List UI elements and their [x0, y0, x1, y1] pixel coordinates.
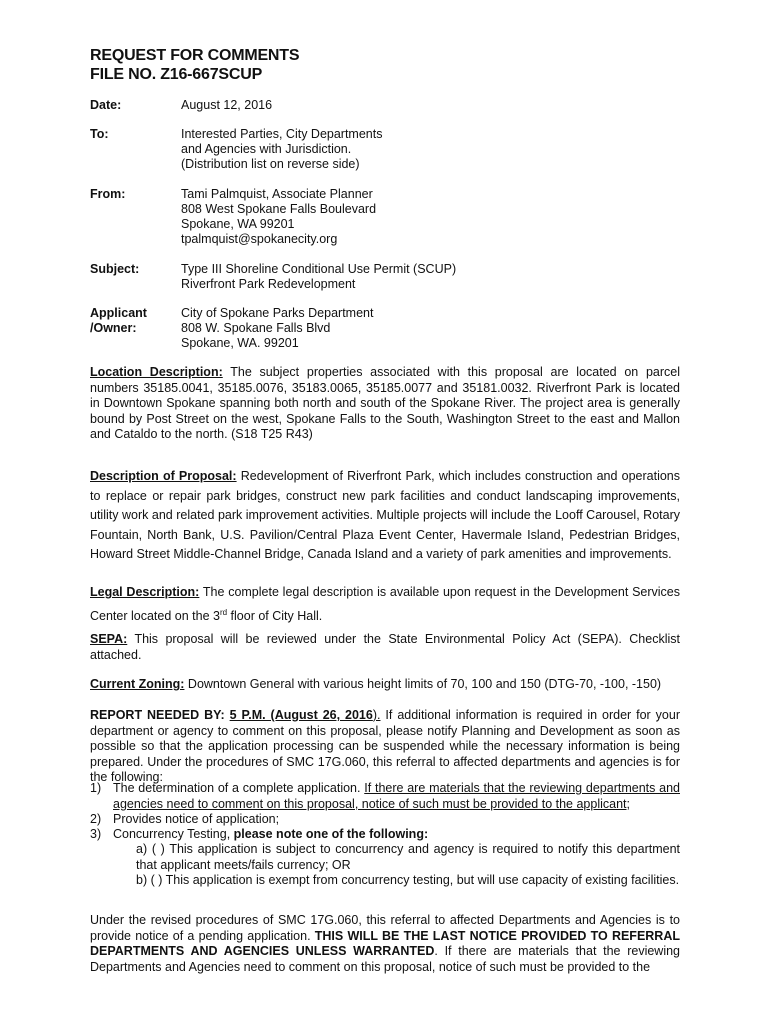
list-item-text: The determination of a complete application.	[113, 781, 365, 795]
sepa-text: This proposal will be reviewed under the State Environmental Policy Act (SEPA). Checklist attached.	[90, 632, 680, 662]
legal-heading: Legal Description:	[90, 585, 200, 599]
document-title: REQUEST FOR COMMENTS	[90, 47, 300, 64]
list-number: 1)	[90, 781, 102, 795]
to-line: and Agencies with Jurisdiction.	[181, 142, 352, 156]
legal-text: The complete legal description is available upon request in the Development Services Center located on the 3	[90, 585, 681, 623]
from-line: Spokane, WA 99201	[181, 217, 295, 231]
file-number: FILE NO. Z16-667SCUP	[90, 66, 263, 83]
report-section	[90, 708, 680, 786]
date-value: August 12, 2016	[181, 98, 273, 112]
list-item-underlined: If there are materials that the reviewing departments and agencies need to comment on this proposal, notice of such must be provided to the applicant	[113, 781, 680, 811]
applicant-value	[181, 306, 373, 351]
to-line: (Distribution list on reverse side)	[181, 157, 360, 171]
location-heading: Location Description:	[90, 365, 223, 379]
applicant-line: 808 W. Spokane Falls Blvd	[181, 321, 331, 335]
legal-text-end: floor of City Hall.	[227, 608, 323, 623]
sepa-heading: SEPA:	[90, 632, 128, 646]
report-heading: REPORT NEEDED BY	[90, 708, 221, 722]
to-line: Interested Parties, City Departments	[181, 127, 383, 141]
applicant-line: Spokane, WA. 99201	[181, 336, 299, 350]
applicant-line: City of Spokane Parks Department	[181, 306, 374, 320]
report-text: If additional information is required in order for your department or agency to comment on this proposal, please notify Planning and Development as soon as possible so that the application processing can be suspended while the necessary information is being prepared. Under the procedures of SMC 17G.060, this referral to affected departments and agencies is for the following:	[90, 708, 680, 784]
report-deadline: 5 P.M. (August 26, 2016	[229, 708, 373, 722]
proposal-description	[90, 467, 680, 565]
list-item-notice: Provides notice of application;	[113, 812, 280, 826]
report-deadline-end: ).	[372, 708, 381, 722]
applicant-label-line: Applicant	[90, 306, 147, 320]
from-label: From:	[90, 187, 126, 201]
concurrency-option-a: a) ( ) This application is subject to concurrency and agency is required to notify this department that applicant meets/fails currency; OR	[136, 842, 680, 872]
zoning-section	[90, 677, 680, 693]
location-text: The subject properties associated with this proposal are located on parcel numbers 35185.0041, 35185.0076, 35183.0065, 35185.0077 and 35181.0032. Riverfront Park is located in Downtown Spokane spanning both north and south of the Spokane River. The project area is generally bound by Post Street on the west, Spokane Falls to the South, Washington Street to the east and Mallon and Cataldo to the north. (S18 T25 R43)	[90, 365, 681, 441]
to-label: To:	[90, 127, 109, 141]
final-text-end: . If there are materials that the reviewing Departments and Agencies need to comment on this proposal, notice of such must be provided to the	[90, 944, 680, 974]
proposal-heading: Description of Proposal:	[90, 469, 237, 483]
list-item-complete-application	[113, 781, 680, 812]
list-number: 2)	[90, 812, 102, 826]
list-item-concurrency	[113, 827, 428, 843]
location-description	[90, 365, 680, 443]
final-text: Under the revised procedures of SMC 17G.060, this referral to affected Departments and Agencies is to provide notice of a pending application.	[90, 913, 680, 943]
list-item-bold: please note one of the following:	[233, 827, 429, 841]
applicant-label	[90, 306, 147, 336]
to-value	[181, 127, 382, 172]
list-item-text: Concurrency Testing,	[113, 827, 234, 841]
sepa-section	[90, 632, 680, 663]
from-line: Tami Palmquist, Associate Planner	[181, 187, 373, 201]
zoning-heading: Current Zoning:	[90, 677, 185, 691]
subject-label: Subject:	[90, 262, 140, 276]
subject-line: Type III Shoreline Conditional Use Permit (SCUP)	[181, 262, 457, 276]
legal-description	[90, 583, 680, 626]
owner-label-line: /Owner:	[90, 321, 137, 335]
from-email: tpalmquist@spokanecity.org	[181, 232, 338, 246]
concurrency-option-b: b) ( ) This application is exempt from concurrency testing, but will use capacity of existing facilities.	[136, 873, 680, 887]
final-bold-notice: THIS WILL BE THE LAST NOTICE PROVIDED TO REFERRAL DEPARTMENTS AND AGENCIES UNLESS WARRANTED	[90, 928, 680, 958]
list-number: 3)	[90, 827, 102, 841]
zoning-text: Downtown General with various height limits of 70, 100 and 150 (DTG-70, -100, -150)	[184, 677, 662, 691]
final-notice-paragraph	[90, 913, 680, 975]
from-line: 808 West Spokane Falls Boulevard	[181, 202, 377, 216]
from-value	[181, 187, 376, 247]
date-label: Date:	[90, 98, 122, 112]
legal-ordinal: rd	[219, 607, 228, 617]
list-item-end: ;	[626, 796, 630, 811]
subject-line: Riverfront Park Redevelopment	[181, 277, 356, 291]
report-colon: :	[220, 708, 230, 722]
proposal-text: Redevelopment of Riverfront Park, which includes construction and operations to replace or repair park bridges, construct new park facilities and conduct landscaping improvements, utility work and related park improvement activities. Multiple projects will include the Looff Carousel, Rotary Fountain, North Bank, U.S. Pavilion/Central Plaza Event Center, Havermale Island, Pedestrian Bridges, Howard Street Middle-Channel Bridge, Canada Island and a variety of park amenities and improvements.	[90, 469, 680, 561]
subject-value	[181, 262, 456, 292]
